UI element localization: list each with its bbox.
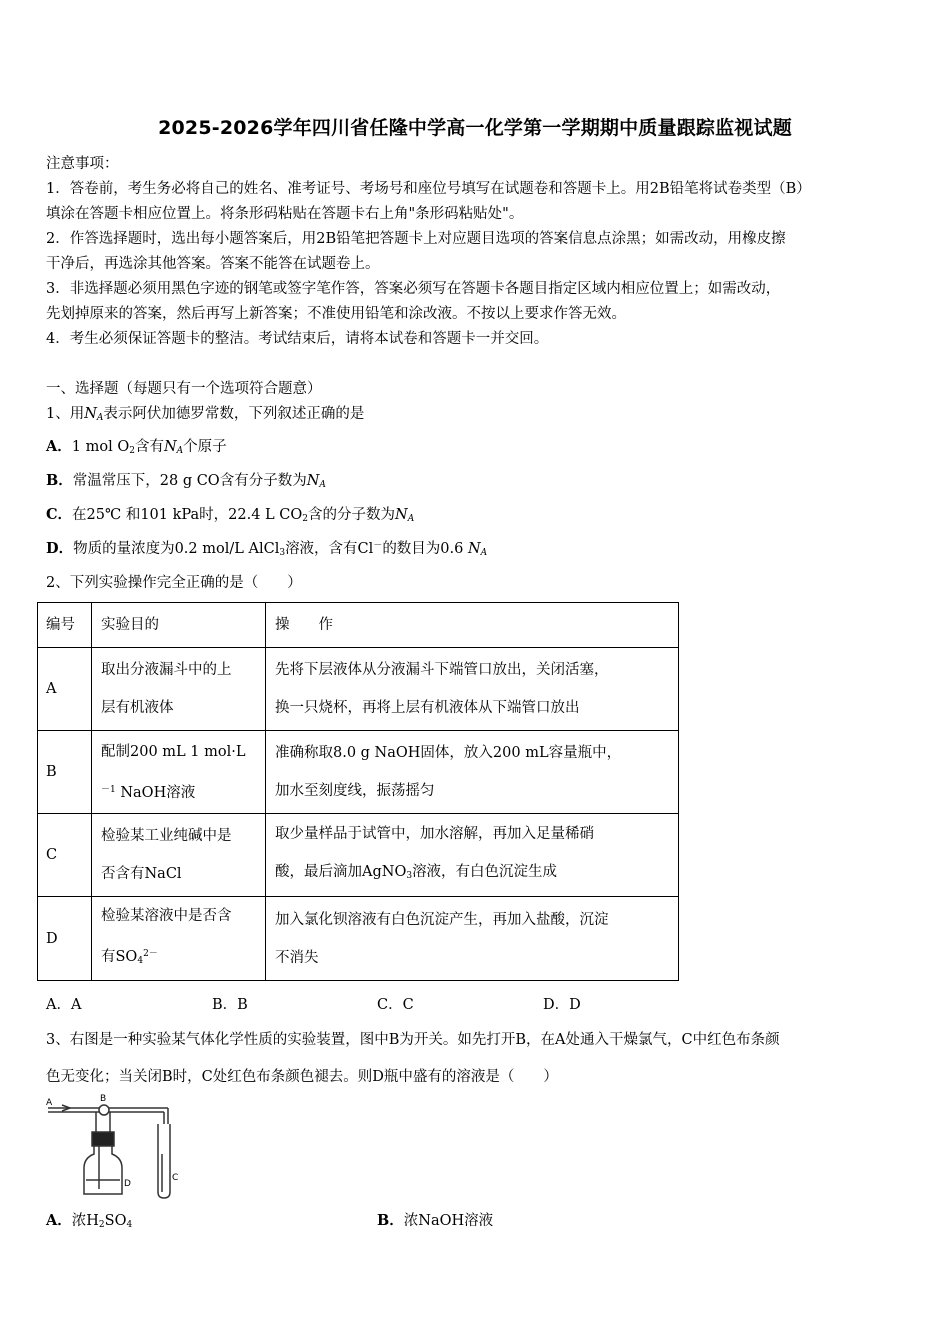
row-purpose: 检验某溶液中是否含 有$SO_4^{2-}$ [92,897,266,981]
header-cell: 实验目的 [92,603,266,648]
q2-option-b[interactable]: B．B [212,997,248,1013]
question-3-line: 色无变化；当关闭B时，C处红色布条颜色褪去。则D瓶中盛有的溶液是（ ） [46,1069,558,1085]
apparatus-figure [44,1094,184,1204]
q1-option-c[interactable]: C．在25℃ 和101 kPa时，22.4 L $CO_2$含的分子数为$N_A$ [46,506,415,524]
header-cell: 操 作 [266,603,679,648]
table-header-row [38,603,679,648]
bottle-d [84,1146,122,1194]
notice-line: 填涂在答题卡相应位置上。将条形码粘贴在答题卡右上角"条形码粘贴处"。 [46,206,524,222]
question-2-stem: 2、下列实验操作完全正确的是（ ） [46,575,302,591]
section-heading: 一、选择题（每题只有一个选项符合题意） [46,381,322,397]
row-purpose: 配制200 mL 1 mol·L $^{-1}$ NaOH溶液 [92,731,266,814]
notice-line: 1．答卷前，考生务必将自己的姓名、准考证号、考场号和座位号填写在试题卷和答题卡上。用2B铅笔将试卷类型（B） [46,181,811,197]
page-title: 2025-2026学年四川省任隆中学高一化学第一学期期中质量跟踪监视试题 [158,117,792,139]
row-operation: 先将下层液体从分液漏斗下端管口放出，关闭活塞， 换一只烧杯，再将上层有机液体从下端管口放出 [266,648,679,731]
label-c: C [172,1173,179,1183]
label-d: D [124,1179,131,1189]
label-b: B [100,1094,107,1104]
q1-option-d[interactable]: D．物质的量浓度为0.2 mol/L AlCl$_3$溶液，含有Cl－的数目为0.6 $N_A$ [46,540,488,558]
label-a: A [46,1098,53,1108]
question-1-stem: 1、用$N_A$表示阿伏加德罗常数，下列叙述正确的是 [46,406,365,423]
row-purpose: 检验某工业纯碱中是 否含有NaCl [92,814,266,897]
q2-option-c[interactable]: C．C [377,997,414,1013]
table-row [38,648,679,731]
notice-line: 干净后，再选涂其他答案。答案不能答在试题卷上。 [46,256,380,272]
stopper [92,1132,114,1146]
row-id: D [38,897,92,981]
q3-option-a[interactable]: A．浓$H_2SO_4$ [46,1212,133,1230]
q1-option-b[interactable]: B．常温常压下，28 g CO含有分子数为$N_A$ [46,472,326,490]
notice-line: 3．非选择题必须用黑色字迹的钢笔或签字笔作答，答案必须写在答题卡各题目指定区域内相应位置上；如需改动， [46,281,781,297]
row-id: B [38,731,92,814]
row-operation: 加入氯化钡溶液有白色沉淀产生，再加入盐酸，沉淀 不消失 [266,897,679,981]
test-tube-c [158,1124,170,1198]
q3-option-b[interactable]: B．浓NaOH溶液 [377,1212,494,1229]
valve-icon [99,1105,109,1115]
row-id: A [38,648,92,731]
notice-line: 先划掉原来的答案，然后再写上新答案；不准使用铅笔和涂改液。不按以上要求作答无效。 [46,306,626,322]
q2-option-d[interactable]: D．D [543,997,581,1013]
question-3-line: 3、右图是一种实验某气体化学性质的实验装置，图中B为开关。如先打开B，在A处通入干燥氯气，C中红色布条颜 [46,1032,780,1048]
q1-option-a[interactable]: A．1 mol $O_2$含有$N_A$个原子 [46,438,227,456]
table-row [38,897,679,981]
notice-line: 2．作答选择题时，选出每小题答案后，用2B铅笔把答题卡上对应题目选项的答案信息点涂黑；如需改动，用橡皮擦 [46,231,786,247]
header-cell: 编号 [38,603,92,648]
table-row [38,731,679,814]
row-purpose: 取出分液漏斗中的上 层有机液体 [92,648,266,731]
experiment-table [37,602,679,981]
row-id: C [38,814,92,897]
table-row [38,814,679,897]
row-operation: 取少量样品于试管中，加水溶解，再加入足量稀硝 酸，最后滴加AgNO$_3$溶液，有白色沉淀生成 [266,814,679,897]
notice-line: 4．考生必须保证答题卡的整洁。考试结束后，请将本试卷和答题卡一并交回。 [46,331,549,347]
notice-heading: 注意事项： [46,156,119,172]
row-operation: 准确称取8.0 g NaOH固体，放入200 mL容量瓶中， 加水至刻度线，振荡摇匀 [266,731,679,814]
q2-option-a[interactable]: A．A [46,997,82,1013]
